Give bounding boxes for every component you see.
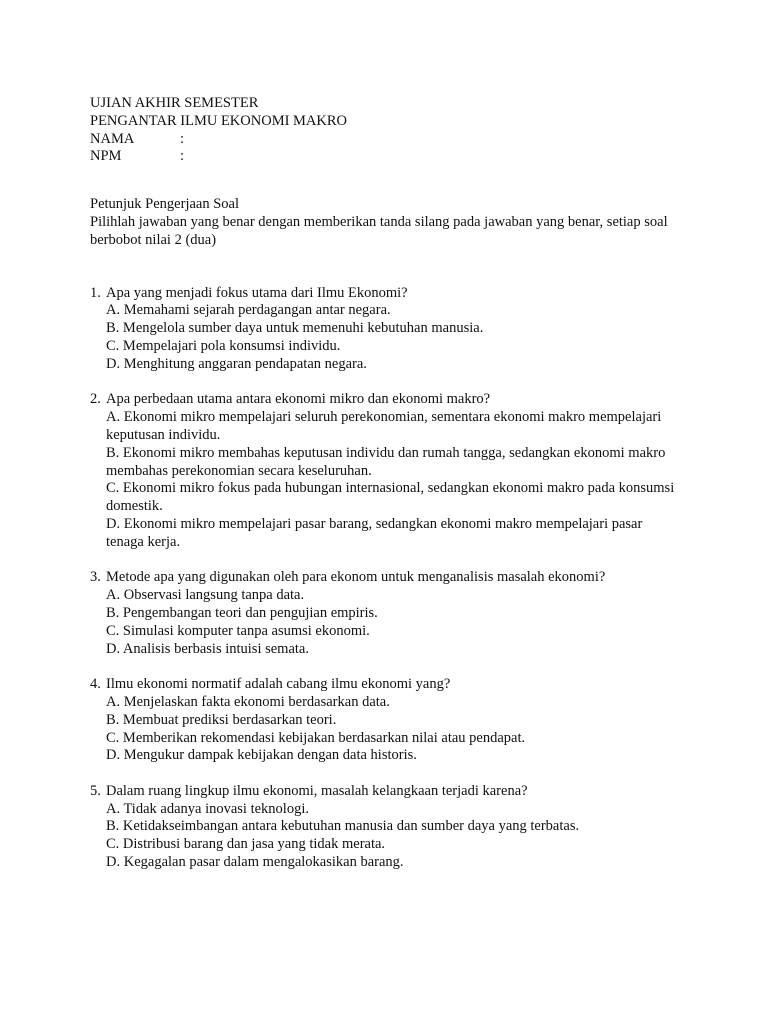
option-c: C. Memberikan rekomendasi kebijakan berdasarkan nilai atau pendapat.: [106, 729, 526, 746]
option-c: C. Ekonomi mikro fokus pada hubungan internasional, sedangkan ekonomi makro pada konsumsi domestik.: [106, 480, 675, 515]
option-b: B. Ekonomi mikro membahas keputusan individu dan rumah tangga, sedangkan ekonomi makro membahas perekonomian secara keseluruhan.: [106, 444, 666, 479]
option-a: A. Menjelaskan fakta ekonomi berdasarkan data.: [106, 693, 390, 710]
question-3: [90, 569, 690, 658]
answer-options: [90, 587, 690, 658]
option-c: C. Distribusi barang dan jasa yang tidak merata.: [106, 836, 386, 853]
question-4: [90, 676, 690, 765]
answer-options: [90, 409, 690, 551]
question-text: Apa perbedaan utama antara ekonomi mikro dan ekonomi makro?: [106, 391, 491, 408]
exam-document: [90, 95, 690, 890]
option-b: B. Pengembangan teori dan pengujian empiris.: [106, 604, 378, 621]
question-number: 1.: [90, 284, 101, 301]
option-d: D. Mengukur dampak kebijakan dengan data historis.: [106, 747, 417, 764]
question-number: 5.: [90, 782, 101, 799]
option-a: A. Observasi langsung tanpa data.: [106, 587, 305, 604]
question-2: [90, 391, 690, 551]
answer-options: [90, 801, 690, 872]
npm-field: [90, 148, 690, 166]
question-stem: [90, 569, 690, 587]
option-a: A. Tidak adanya inovasi teknologi.: [106, 800, 309, 817]
question-list: [90, 285, 690, 872]
option-b: B. Ketidakseimbangan antara kebutuhan manusia dan sumber daya yang terbatas.: [106, 818, 580, 835]
option-d: D. Menghitung anggaran pendapatan negara.: [106, 355, 367, 372]
question-stem: [90, 676, 690, 694]
option-b: B. Mengelola sumber daya untuk memenuhi kebutuhan manusia.: [106, 320, 484, 337]
npm-label: NPM: [90, 148, 122, 165]
course-title: PENGANTAR ILMU EKONOMI MAKRO: [90, 112, 348, 129]
answer-options: [90, 302, 690, 373]
option-b: B. Membuat prediksi berdasarkan teori.: [106, 711, 337, 728]
question-text: Metode apa yang digunakan oleh para ekonom untuk menganalisis masalah ekonomi?: [106, 569, 606, 586]
instructions-section: [90, 196, 690, 249]
question-stem: [90, 285, 690, 303]
question-1: [90, 285, 690, 374]
instructions-text: Pilihlah jawaban yang benar dengan memberikan tanda silang pada jawaban yang benar, setiap soal berbobot nilai 2 (dua): [90, 213, 668, 248]
question-stem: [90, 391, 690, 409]
option-c: C. Mempelajari pola konsumsi individu.: [106, 337, 341, 354]
question-5: [90, 783, 690, 872]
option-d: D. Analisis berbasis intuisi semata.: [106, 640, 309, 657]
instructions-title: Petunjuk Pengerjaan Soal: [90, 196, 240, 213]
question-number: 2.: [90, 391, 101, 408]
option-d: D. Kegagalan pasar dalam mengalokasikan barang.: [106, 854, 404, 871]
option-a: A. Memahami sejarah perdagangan antar negara.: [106, 302, 391, 319]
option-c: C. Simulasi komputer tanpa asumsi ekonomi.: [106, 622, 370, 639]
name-field: [90, 131, 690, 149]
name-label: NAMA: [90, 130, 135, 147]
option-d: D. Ekonomi mikro mempelajari pasar barang, sedangkan ekonomi makro mempelajari pasar tenaga kerja.: [106, 515, 643, 550]
question-text: Dalam ruang lingkup ilmu ekonomi, masalah kelangkaan terjadi karena?: [106, 782, 528, 799]
question-text: Apa yang menjadi fokus utama dari Ilmu Ekonomi?: [106, 284, 408, 301]
exam-header: [90, 95, 690, 166]
question-number: 4.: [90, 676, 101, 693]
exam-title: UJIAN AKHIR SEMESTER: [90, 95, 259, 111]
question-text: Ilmu ekonomi normatif adalah cabang ilmu ekonomi yang?: [106, 676, 451, 693]
question-number: 3.: [90, 569, 101, 586]
question-stem: [90, 783, 690, 801]
answer-options: [90, 694, 690, 765]
npm-separator: :: [180, 148, 185, 165]
name-separator: :: [180, 130, 185, 147]
option-a: A. Ekonomi mikro mempelajari seluruh perekonomian, sementara ekonomi makro mempelajari keputusan individu.: [106, 409, 662, 443]
